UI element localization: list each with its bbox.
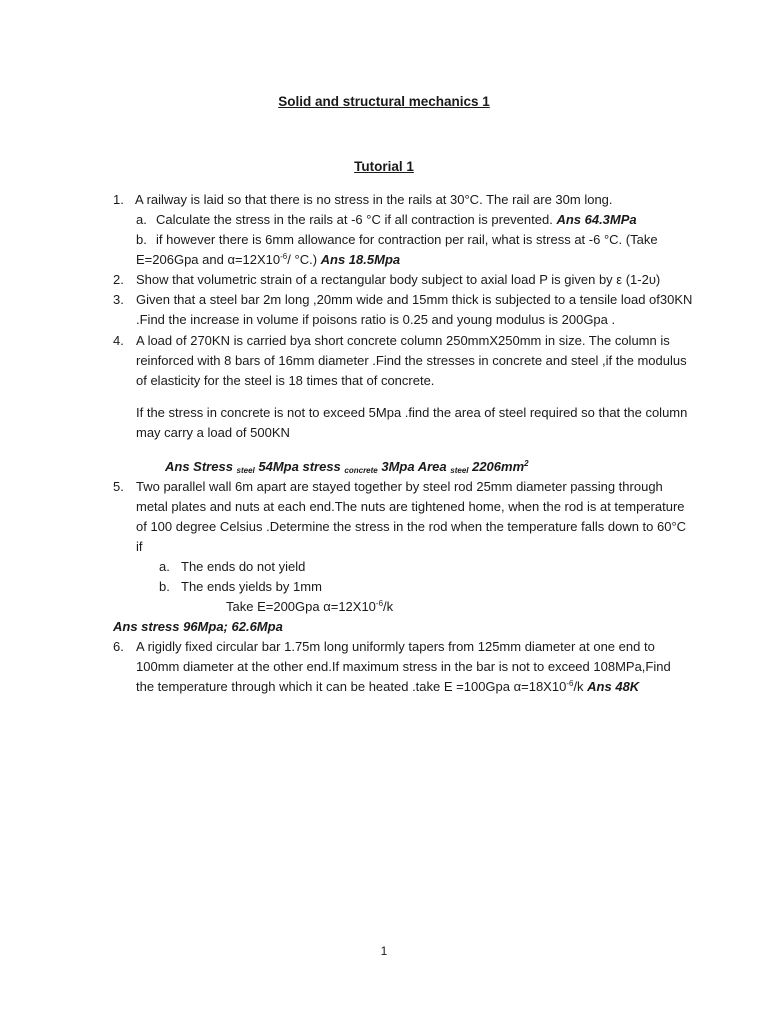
question-number: 4. [113,333,124,348]
question-text-cont: 100mm diameter at the other end.If maximum stress in the bar is not to exceed 108MPa,Find [136,659,671,674]
question-text-cont: If the stress in concrete is not to exceed 5Mpa .find the area of steel required so that the column [136,405,688,420]
sub-question-text: Calculate the stress in the rails at -6 °C if all contraction is prevented. Ans 64.3MPa [156,212,637,227]
answer: Ans 64.3MPa [556,212,637,227]
question-text: A rigidly fixed circular bar 1.75m long uniformly tapers from 125mm diameter at one end to [136,639,655,654]
document-title: Solid and structural mechanics 1 [278,94,490,109]
question-text-cont: the temperature through which it can be heated .take E =100Gpa $\alpha=18X10^{-6}/k$ Ans 48K [136,679,640,694]
tutorial-heading: Tutorial 1 [354,159,414,174]
answer: Ans stress 96Mpa; 62.6Mpa [113,619,283,634]
question-text: A railway is laid so that there is no stress in the rails at 30°C. The rail are 30m long. [135,192,613,207]
answer: Ans Stress $_{steel}$ 54Mpa stress $_{concrete}$ 3Mpa Area $_{steel}$ $2206mm^2$ [165,459,529,475]
sub-question-text: if however there is 6mm allowance for contraction per rail, what is stress at -6 °C. (Take [156,232,658,247]
sub-question-text: The ends yields by 1mm [181,579,322,594]
sub-question-text: The ends do not yield [181,559,306,574]
question-text-cont: .Find the increase in volume if poisons ratio is 0.25 and young modulus is 200Gpa . [136,312,616,327]
question-number: 2. [113,272,124,287]
question-text: Two parallel wall 6m apart are stayed together by steel rod 25mm diameter passing through [136,479,663,494]
question-text: Show that volumetric strain of a rectangular body subject to axial load P is given by ε (1-2υ) [136,272,661,287]
sub-question-label: a. [136,212,147,227]
question-text: A load of 270KN is carried bya short concrete column 250mmX250mm in size. The column is [136,333,670,348]
page-number: 1 [380,944,388,958]
sub-question-label: a. [159,559,170,574]
sub-question-text-cont: E=206Gpa and $\alpha=12X10^{-6}/$ °C.) Ans 18.5Mpa [136,252,401,267]
question-text: Given that a steel bar 2m long ,20mm wide and 15mm thick is subjected to a tensile load of30KN [136,292,693,307]
sub-question-label: b. [159,579,170,594]
answer: Ans 18.5Mpa [320,252,401,267]
answer: Ans 48K [587,679,640,694]
question-text-cont: of elasticity for the steel is 18 times that of concrete. [136,373,435,388]
question-text-cont: may carry a load of 500KN [136,425,290,440]
question-number: 6. [113,639,124,654]
question-number: 3. [113,292,124,307]
question-text-cont: metal plates and nuts at each end.The nuts are tightened home, when the rod is at temperature [136,499,685,514]
question-text-cont: reinforced with 8 bars of 16mm diameter .Find the stresses in concrete and steel ,if the modulus [136,353,687,368]
question-text-cont: if [136,539,143,554]
question-number: 5. [113,479,124,494]
sub-question-label: b. [136,232,147,247]
question-text-cont: of 100 degree Celsius .Determine the stress in the rod when the temperature falls down to 60°C [136,519,687,534]
question-number: 1. [113,192,124,207]
given-values: Take E=200Gpa $\alpha=12X10^{-6}/k$ [226,599,394,614]
